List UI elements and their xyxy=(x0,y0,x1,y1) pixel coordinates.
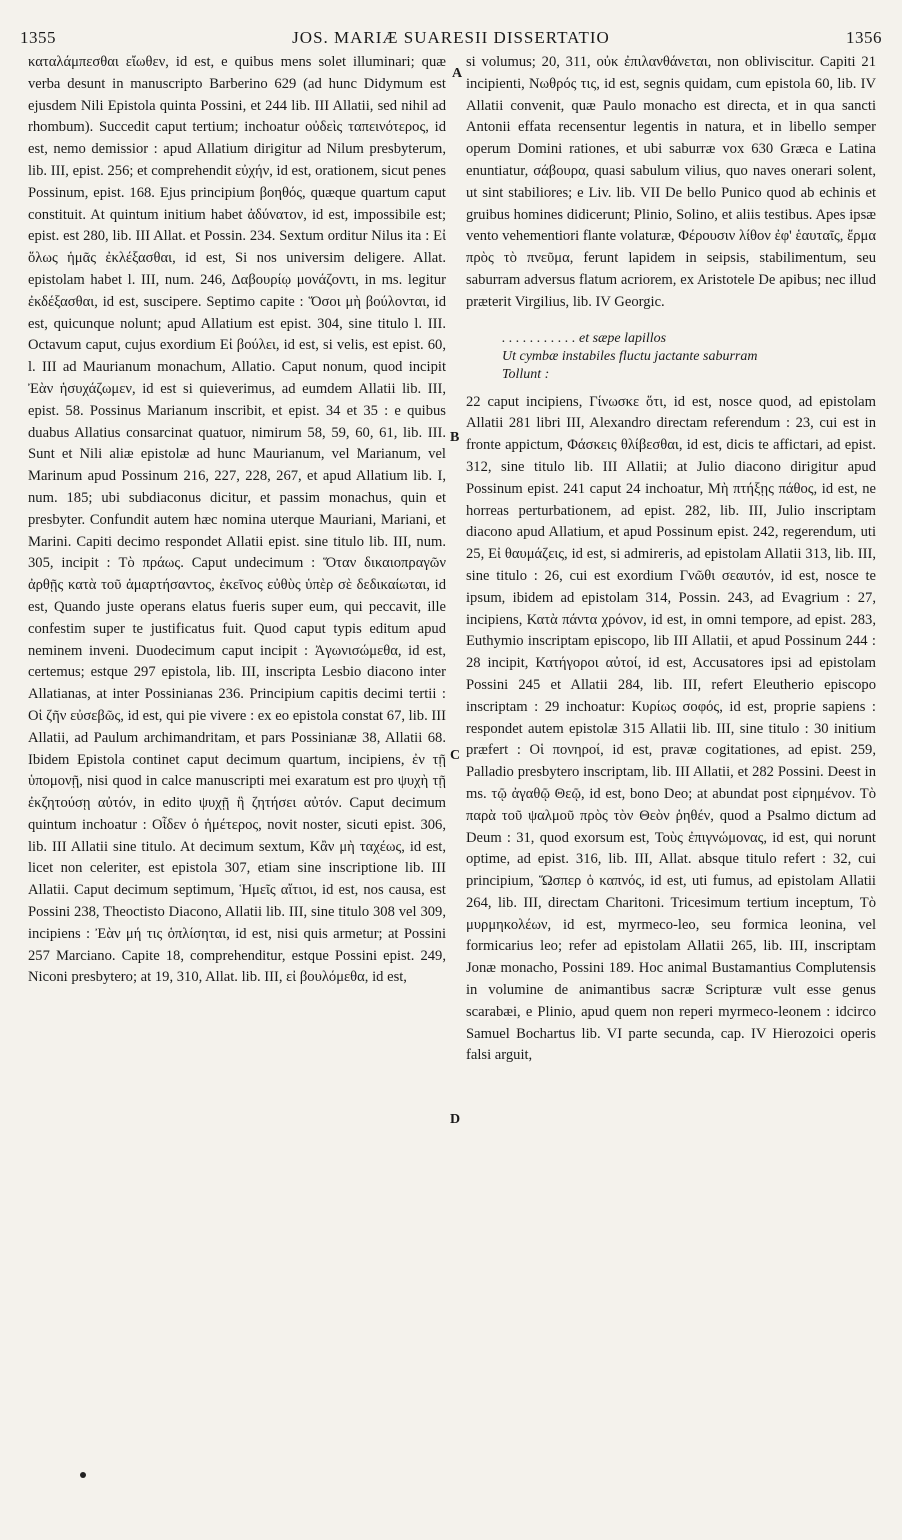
margin-marker-d: D xyxy=(450,1112,461,1127)
right-column xyxy=(466,52,876,1067)
right-column-text-2: 22 caput incipiens, Γίνωσκε ὅτι, id est, nosce quod, ad epistolam Allatii 281 libri III, Alexandro directam referendum : 23, cui est in fronte appictum, Φάσκεις θλίβεσθαι, id est, dicis te affictari, ad epist. 312, sine titulo lib. III Allatii; at Julio diacono dirigitur apud Possinum epist. 241 caput 24 inchoatur, Μὴ πτήξῃς πάθος, id est, ne horreas perturbationem, ad epist. 282, lib. III, Julio inscriptam diacono apud Allatium, et apud Possinum epist. 242, regerendum, uti 25, Εἰ θαυμάζεις, id est, si admireris, ad epistolam Allatii 313, lib. III, sine titulo : 26, cui est exordium Γνῶθι σεαυτόν, id est, nosce te ipsum, ibidem ad epistolam 314, Possin. 243, ad Evagrium : 27, incipiens, Κατὰ πάντα χρόνον, id est, in omni tempore, ad epist. 283, Euthymio inscriptam episcopo, lib III Allatii, et apud Possinum 244 : 28 incipit, Κατήγοροι αὐτοί, id est, Accusatores ipsi ad epistolam Possini 245 et Allatii 284, lib. III, refert Eleutherio episcopo inscriptam : 29 inchoatur: Κυρίως σοφός, id est, proprie sapiens : respondet autem epistolæ 315 Allatii lib. III, sine titulo : 30 initium præfert : Οἱ πονηροί, id est, pravæ cogitationes, ad epist. 259, Palladio presbytero inscriptam, lib. III Allatii, et 282 Possini. Deest in ms. τῷ ἀγαθῷ Θεῷ, id est, bono Deo; at abundat post εἰρημένον. Τὸ παρὰ τοῦ ψαλμοῦ πρὸς τὸν Θεὸν ῥηθέν, quod a Psalmo dictum ad Deum : 31, quod exorsum est, Τοὺς ἐπιγνώμονας, id est, qui norunt optime, ad epist. 316, lib. III, Allat. absque titulo refert : 32, cui principium, Ὥσπερ ὁ καπνός, id est, uti fumus, ad epistolam Allatii 264, lib. III, directam Charitoni. Tricesimum tertium inceptum, Τὸ μυρμηκολέων, id est, myrmeco-leo, seu formica leonina, vel formicarius leo; refer ad epistolam Allatii 265, lib. III, inscriptam Jonæ monacho, Possini 189. Hoc animal Bustamantius Complutensis in volumine de animantibus sacræ Scripturæ vult esse genus scarabæi, e Plinio, apud quem non reperi myrmeco-leonem : idcirco Samuel Bochartus lib. VI parte secunda, cap. IV Hierozoici operis falsi arguit, xyxy=(466,393,876,1064)
page-number-left: 1355 xyxy=(20,28,56,47)
margin-marker-a: A xyxy=(452,66,463,81)
verse-quotation xyxy=(502,330,876,384)
verse-line-2: Ut cymbæ instabiles fluctu jactante saburram xyxy=(502,348,758,364)
verse-line-3: Tollunt : xyxy=(502,366,550,382)
margin-marker-c: C xyxy=(450,748,461,763)
ink-speck xyxy=(80,1472,86,1478)
right-column-text-1: si volumus; 20, 311, οὐκ ἐπιλανθάνεται, non obliviscitur. Capiti 21 incipienti, Νωθρός τις, id est, segnis quidam, cum epistola 60, lib. IV Allatii convenit, quæ Paulo monacho est directa, et in qua sancti Antonii effata recensentur legentis in natura, et in libello semper operum Domini rationes, et ubi saburræ vox 630 Græca e Latina enuntiatur, σάβουρα, quasi sabulum vilius, quo naves onerari solent, ut sint stabiliores; e Liv. lib. VII De bello Punico quod ab echinis et gruibus homines didicerunt; Plinio, Solino, et aliis testibus. Apes ipsæ vento vehementiori flante volaturæ, Φέρουσιν λίθον ἐφ' ἑαυταῖς, ἔρμα πρὸς τὸ πνεῦμα, ferunt lapidem in seipsis, stabilimentum, seu saburram adversus flatum acriorem, ex Aristotele De apibus; nec illud præterit Virgilius, lib. IV Georgic. xyxy=(466,54,876,310)
margin-marker-b: B xyxy=(450,430,460,445)
verse-line-1: . . . . . . . . . . . et sæpe lapillos xyxy=(502,330,667,346)
page-number-right: 1356 xyxy=(846,28,882,47)
left-column-text: καταλάμπεσθαι εἴωθεν, id est, e quibus mens solet illuminari; quæ verba desunt in manuscripto Barberino 629 (ad hunc Didymum est ejusdem Nili Epistola quinta Possini, et 244 lib. III Allatii, sed nihil ad rhombum). Succedit caput tertium; inchoatur οὐδεὶς ταπεινότερος, id est, nemo demissior : apud Allatium dirigitur ad Nilum presbyterum, lib. III, epist. 256; et comprehendit εὐχήν, id est, orationem, sicut penes Possinum, epist. 168. Ejus principium βοηθός, quæque quartum caput constituit. At quintum initium habet ἀδύνατον, id est, impossibile est; epist. est 280, lib. III Allat. et Possin. 234. Sextum orditur Nilus ita : Εἰ ὅλως ἡμᾶς ἐκλέξασθαι, id est, Si nos universim deligere. Allat. epistolam habet l. III, num. 246, Δαβουρίῳ μονάζοντι, in ms. legitur ἐκδέξασθαι, id est, suscipere. Septimo capite : Ὅσοι μὴ βούλονται, id est, quicunque nolunt; apud Allatium est epist. 304, sine titulo l. III. Octavum caput, cujus exordium Εἰ βούλει, id est, si velis, est epist. 60, l. III ad Maurianum monachum, Allatio. Caput nonum, quod incipit Ἐὰν ἡσυχάζωμεν, id est si quieverimus, ad eumdem Allatii lib. III, epist. 58. Possinus Marianum inscribit, et epist. 34 et 35 : e quibus duabus Allatius consarcinat quatuor, nimirum 58, 59, 60, 61, lib. III. Sunt et Nili aliæ epistolæ ad hunc Maurianum, vel Marianum, vel Marinum apud Possinum 216, 227, 228, 267, et apud Allatium lib. I, num. 185; ubi subdiaconus dicitur, et passim monachus, quin et presbyter. Confundit autem hæc nomina uterque Mauriani, Mariani, et Marini. Capiti decimo respondet Allatii epist. sine titulo lib. III, num. 305, incipit : Τὸ πράως. Caput undecimum : Ὅταν δικαιοπραγῶν ἀρθῇς κατὰ τοῦ ἁμαρτήσαντος, ἐκεῖνος εὐθὺς ὑπὲρ σὲ δεδικαίωται, id est, Quando juste operans elatus fueris super eum, qui peccavit, ille confestim super te justificatus fuit. Quod caput typis editum apud neminem inveni. Duodecimum caput incipit : Ἀγωνισώμεθα, id est, certemus; estque 297 epistola, lib. III, inscripta Lesbio diacono inter Allatianas, at inter Possinianas 236. Principium capitis decimi tertii : Οἱ ζῆν εὐσεβῶς, id est, qui pie vivere : ex eo epistola constat 67, lib. III Allatii, ad Paulum archimandritam, et pars Possinianæ 38, Allatii 68. Ibidem Epistola continet caput decimum quartum, incipiens, ἐν τῇ ὑπομονῇ, nisi quod in calce manuscripti mei exaratum est pro ψυχὴ τῇ ἐκζητούσῃ αὐτόν, in edito ψυχῇ ἣ ζητήσει αὐτόν. Caput decimum quintum inchoatur : Οἶδεν ὁ ἡμέτερος, novit noster, sicuti epist. 306, lib. III Allatii sine titulo. At decimum sextum, Κἂν μὴ ταχέως, id est, licet non celeriter, est epistola 307, etiam sine inscriptione lib. III Allatii. Caput decimum septimum, Ἡμεῖς αἴτιοι, id est, nos causa, est Possini 238, Theoctisto Diacono, Allatii lib. III, sine titulo 308 vel 309, incipiens : Ἐὰν μή τις ὁπλίσηται, id est, nisi quis armetur; at Possini 257 Marciano. Capite 18, comprehenditur, estque Possini epist. 249, Niconi presbytero; at 19, 310, Allat. lib. III, εἰ βουλόμεθα, id est, xyxy=(28,54,446,986)
running-title: JOS. MARIÆ SUARESII DISSERTATIO xyxy=(292,28,610,47)
left-column xyxy=(28,52,446,989)
